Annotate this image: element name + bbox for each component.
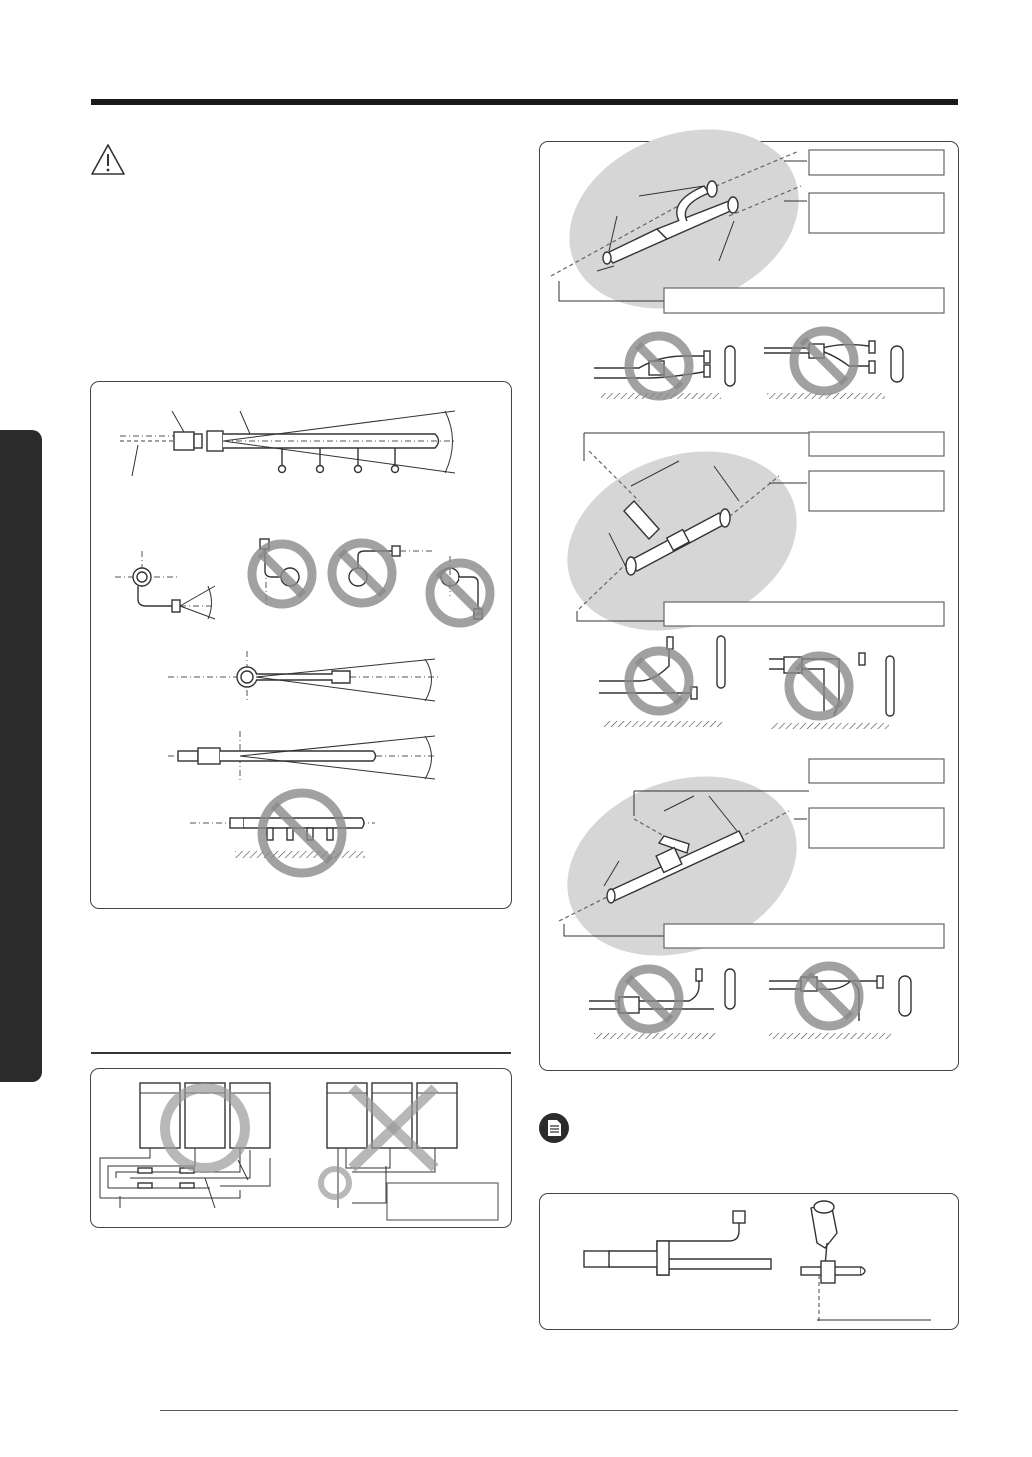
- note-document-icon: [538, 1112, 570, 1144]
- pipe-cutting-diagram: [539, 1193, 957, 1328]
- header-installation-diagram: [90, 381, 510, 907]
- outdoor-unit-connection-diagram: [90, 1068, 510, 1226]
- y-joint-installation-diagram: [539, 141, 957, 1069]
- section-side-tab: [0, 430, 42, 1082]
- footer-rule: [160, 1410, 958, 1411]
- warning-triangle-icon: [90, 143, 126, 177]
- header-rule: [91, 99, 958, 105]
- section-divider: [91, 1052, 511, 1054]
